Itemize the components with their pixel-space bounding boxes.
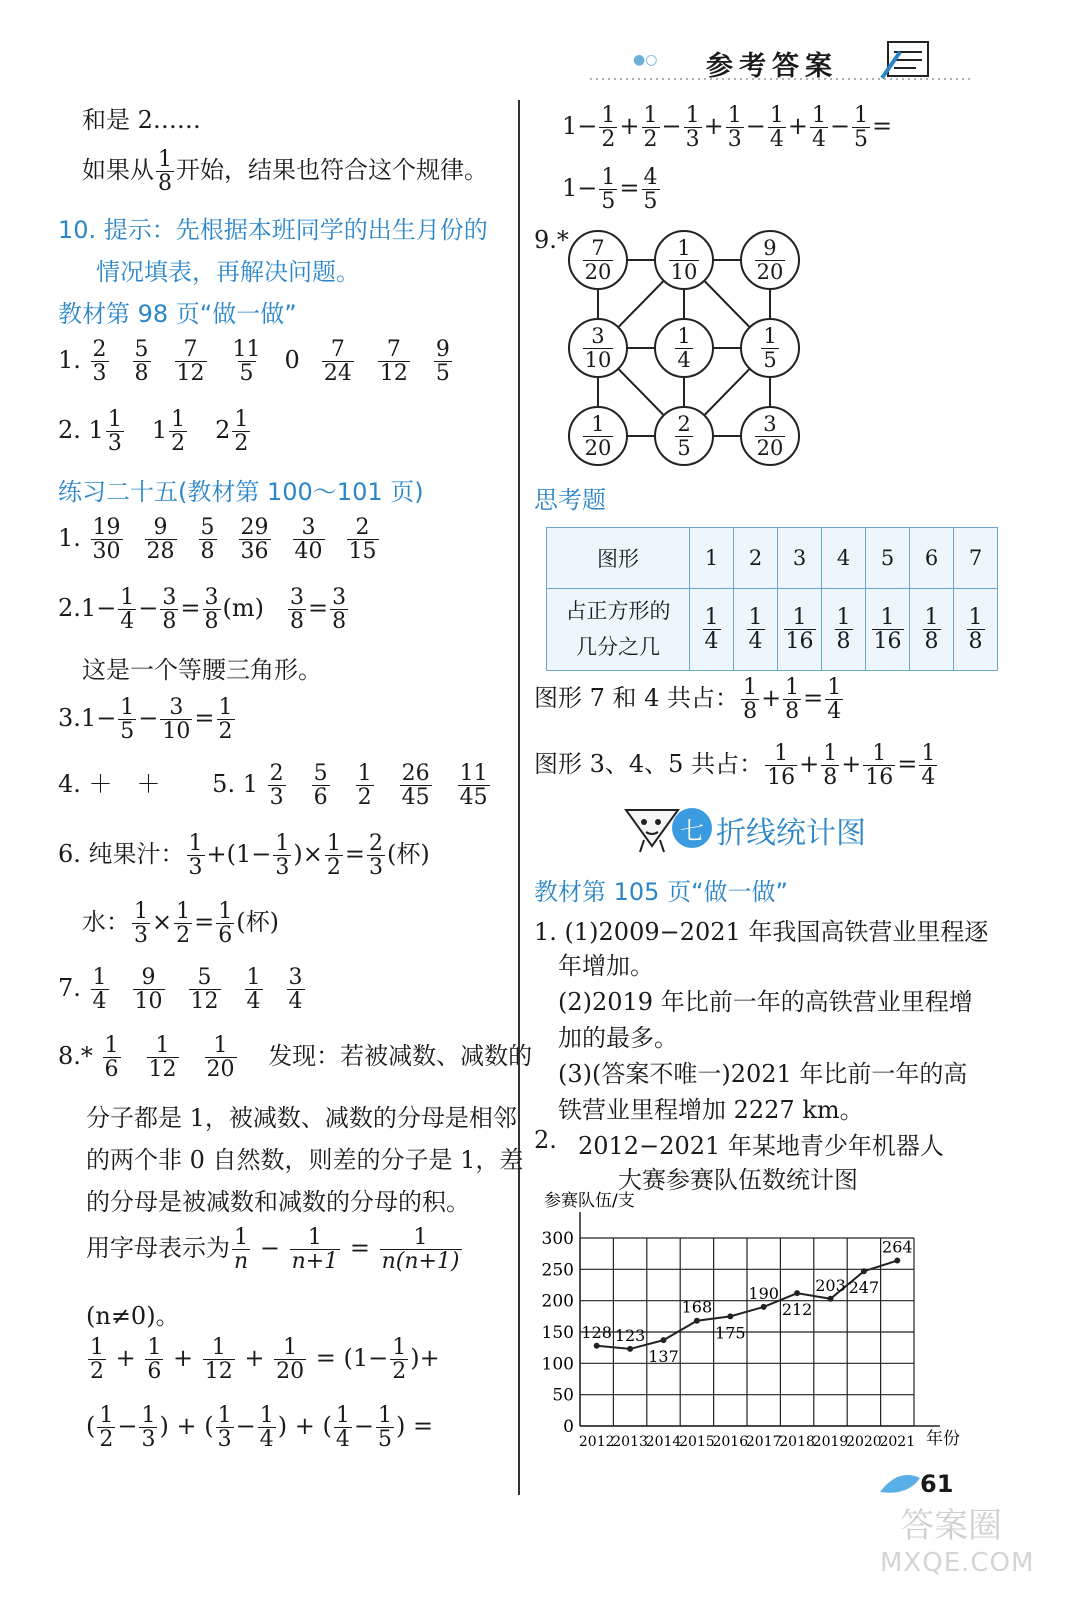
fraction: $\frac{5}{6}$ <box>313 761 328 811</box>
grid-circle <box>568 406 628 466</box>
table-col: 1 <box>690 528 734 589</box>
fraction: $\frac{1}{3}$ <box>217 1403 232 1453</box>
watermark-logo: 答案圈 <box>900 1506 1002 1546</box>
fraction: $\frac{1}{2}$ <box>357 761 372 811</box>
table-cell-fraction <box>734 589 778 671</box>
x-tick-label: 2012 <box>578 1434 615 1450</box>
x-tick-label: 2021 <box>879 1434 916 1450</box>
exercise-8-row: 8.* $\frac{1}{6}$ $\frac{1}{12}$ $\frac{1}{20}$ 发现：若被减数、减数的 <box>58 1033 533 1083</box>
fraction: $\frac{1}{20}$ <box>276 1335 305 1385</box>
fraction: $\frac{2}{3}$ <box>92 337 107 387</box>
data-point <box>894 1258 900 1264</box>
data-point <box>861 1268 867 1274</box>
exercise-6-juice: 6. 纯果汁： $\frac{1}{3}$ +(1− $\frac{1}{3}$ )× $\frac{1}{2}$ = $\frac{2}{3}$ (杯) <box>58 831 430 881</box>
table-cell-fraction <box>690 589 734 671</box>
question-9-label: 9.* <box>534 226 569 254</box>
fraction: $\frac{7}{20}$ <box>584 236 612 284</box>
fraction: $\frac{1}{4}$ <box>677 324 691 372</box>
exercise-2-row: 2.1− $\frac{1}{4}$ − $\frac{3}{8}$ = $\frac{3}{8}$ (m) $\frac{3}{8}$ = $\frac{3}{8}$ <box>58 585 347 635</box>
fraction: $\frac{5}{8}$ <box>134 337 149 387</box>
table-cell-fraction <box>866 589 910 671</box>
fraction: $\frac{7}{12}$ <box>379 337 408 387</box>
grid-circle <box>740 318 800 378</box>
exercise-8-line3: 的两个非 0 自然数，则差的分子是 1，差 <box>86 1146 524 1174</box>
header-dotted-rule <box>590 76 970 82</box>
fraction: $\frac{1}{12}$ <box>148 1033 177 1083</box>
exercise-8-line2: 分子都是 1，被减数、减数的分母是相邻 <box>86 1104 517 1132</box>
question-10-hint: 10. 提示：先根据本班同学的出生月份的 <box>58 216 488 244</box>
fraction: $\frac{1}{4}$ <box>335 1403 350 1453</box>
data-label: 123 <box>614 1325 646 1345</box>
y-tick-label: 50 <box>552 1385 574 1406</box>
fraction: $\frac{1}{2}$ <box>171 407 186 457</box>
table-cell-fraction <box>954 589 998 671</box>
answer-2-row: 2. 1 $\frac{1}{3}$ 1 $\frac{1}{2}$ 2 $\frac{1}{2}$ <box>58 407 249 457</box>
fraction: $\frac{1}{4}$ <box>769 103 784 153</box>
fraction: $\frac{9}{5}$ <box>435 337 450 387</box>
data-label: 247 <box>848 1278 880 1298</box>
data-label: 168 <box>681 1297 713 1317</box>
thinking-question-title: 思考题 <box>534 486 606 514</box>
data-label: 137 <box>648 1347 679 1367</box>
telescoping-result: 1− $\frac{1}{5}$ = $\frac{4}{5}$ <box>562 165 658 215</box>
chart-title-line1: 2012−2021 年某地青少年机器人 <box>578 1132 944 1160</box>
table-col: 4 <box>822 528 866 589</box>
table-col: 7 <box>954 528 998 589</box>
grid-circle <box>740 406 800 466</box>
data-label: 264 <box>882 1237 913 1257</box>
fraction: $\frac{1}{5}$ <box>854 103 869 153</box>
data-label: 212 <box>781 1300 813 1320</box>
chart-q1-b: 年增加。 <box>558 952 654 980</box>
chart-q1-f: 铁营业里程增加 2227 km。 <box>558 1096 864 1124</box>
exercise-1-row: 1. $\frac{19}{30}$ $\frac{9}{28}$ $\frac{5}{8}$ $\frac{29}{36}$ $\frac{3}{40}$ $\frac{2}{15}$ <box>58 515 377 565</box>
x-tick-label: 2019 <box>812 1434 849 1450</box>
fraction: $\frac{1}{2}$ <box>643 103 658 153</box>
grid-circle <box>654 406 714 466</box>
fraction: $\frac{9}{28}$ <box>146 515 175 565</box>
chapter-number-badge: 七 <box>672 808 712 848</box>
fraction: $\frac{7}{12}$ <box>176 337 205 387</box>
y-tick-label: 0 <box>563 1417 574 1437</box>
chapter-title: 折线统计图 <box>716 816 866 851</box>
fraction: $\frac{1}{3}$ <box>685 103 700 153</box>
grid-circle <box>568 230 628 290</box>
fraction: $\frac{1}{6}$ <box>147 1335 162 1385</box>
fraction: $\frac{1}{2}$ <box>234 407 249 457</box>
table-cell-fraction <box>910 589 954 671</box>
y-tick-label: 150 <box>541 1323 574 1343</box>
exercise-8-formula: 用字母表示为 $\frac{1}{n}$ − $\frac{1}{n+1}$ = $\frac{1}{n(n+1)}$ <box>86 1225 460 1275</box>
fraction: $\frac{5}{12}$ <box>190 965 219 1015</box>
fraction: $\frac{11}{45}$ <box>459 761 488 811</box>
table-col: 6 <box>910 528 954 589</box>
y-tick-label: 100 <box>541 1354 574 1375</box>
fraction: $\frac{1}{20}$ <box>584 412 612 460</box>
section-p98: 教材第 98 页“做一做” <box>58 300 297 328</box>
fraction: $\frac{2}{5}$ <box>677 412 691 460</box>
exercise-8-line4: 的分母是被减数和减数的分母的积。 <box>86 1188 470 1216</box>
table-col: 2 <box>734 528 778 589</box>
fraction: $\frac{1}{4}$ <box>92 965 107 1015</box>
fraction: $\frac{1}{6}$ <box>104 1033 119 1083</box>
fraction: $\frac{11}{5}$ <box>232 337 261 387</box>
fraction: $\frac{1}{8}$ <box>836 604 851 654</box>
fraction: $\frac{1}{4}$ <box>246 965 261 1015</box>
chart-title-line2: 大赛参赛队伍数统计图 <box>618 1166 858 1194</box>
fraction: $\frac{3}{40}$ <box>294 515 323 565</box>
exercise-2-note: 这是一个等腰三角形。 <box>82 656 322 684</box>
data-point <box>661 1337 667 1343</box>
data-point <box>627 1346 633 1352</box>
fraction: $\frac{1}{2}$ <box>99 1403 114 1453</box>
chart-q2-label: 2. <box>534 1126 557 1154</box>
data-label: 190 <box>748 1283 779 1303</box>
left-line-2: 如果从 $\frac{1}{8}$ 开始，结果也符合这个规律。 <box>82 147 488 197</box>
fraction: $\frac{1}{20}$ <box>206 1033 235 1083</box>
exercise-6-water: 水： $\frac{1}{3}$ × $\frac{1}{2}$ = $\frac{1}{6}$ (杯) <box>82 899 279 949</box>
page-number-leaf-icon <box>878 1472 922 1496</box>
fraction: $\frac{29}{36}$ <box>240 515 269 565</box>
x-tick-label: 2013 <box>612 1434 648 1450</box>
grid-circle <box>740 230 800 290</box>
exercise-8-sum-line2: ( $\frac{1}{2}$ − $\frac{1}{3}$ ) + ( $\frac{1}{3}$ − $\frac{1}{4}$ ) + ( $\frac{1}{4}$ − $\frac{1}{5}$ ) = <box>86 1403 434 1453</box>
chart-q1-d: 加的最多。 <box>558 1024 678 1052</box>
fraction: $\frac{1}{16}$ <box>785 604 814 654</box>
page-number: 61 <box>920 1470 954 1498</box>
x-tick-label: 2018 <box>779 1434 815 1450</box>
fraction: $\frac{1}{4}$ <box>811 103 826 153</box>
x-axis-label: 年份 <box>926 1429 960 1449</box>
fraction: $\frac{1}{3}$ <box>727 103 742 153</box>
y-tick-label: 300 <box>541 1229 574 1249</box>
thinking-table <box>546 527 998 671</box>
fraction: $\frac{2}{15}$ <box>348 515 377 565</box>
x-tick-label: 2016 <box>712 1434 749 1450</box>
exercise-4-5-row: 4. ＋ ＋ 5. 1 $\frac{2}{3}$ $\frac{5}{6}$ $\frac{1}{2}$ $\frac{26}{45}$ $\frac{11}{45}$ <box>58 761 488 811</box>
fraction: $\frac{1}{2}$ <box>90 1335 104 1385</box>
header-dots: ●○ <box>633 52 658 68</box>
x-tick-label: 2014 <box>645 1434 682 1450</box>
chart-q1-e: (3)(答案不唯一)2021 年比前一年的高 <box>558 1060 968 1088</box>
fraction: $\frac{1}{8}$ <box>924 604 939 654</box>
data-label: 175 <box>715 1323 746 1343</box>
column-divider <box>518 100 520 1495</box>
fraction: $\frac{7}{24}$ <box>323 337 352 387</box>
fraction: $\frac{1}{5}$ <box>763 324 777 372</box>
fraction: $\frac{9}{10}$ <box>134 965 163 1015</box>
fraction: $\frac{1}{3}$ <box>107 407 122 457</box>
x-tick-label: 2015 <box>679 1434 715 1450</box>
data-point <box>794 1290 800 1296</box>
chart-q1-c: (2)2019 年比前一年的高铁营业里程增 <box>558 988 973 1016</box>
y-tick-label: 250 <box>541 1260 574 1281</box>
exercise-7-row: 7. $\frac{1}{4}$ $\frac{9}{10}$ $\frac{5}{12}$ $\frac{1}{4}$ $\frac{3}{4}$ <box>58 965 303 1015</box>
section-exercise-25: 练习二十五(教材第 100～101 页) <box>58 478 424 506</box>
fraction: $\frac{5}{8}$ <box>200 515 215 565</box>
fraction: $\frac{3}{4}$ <box>288 965 303 1015</box>
left-line-1: 和是 2…… <box>82 106 201 134</box>
data-point <box>828 1296 834 1302</box>
fraction: $\frac{1}{5}$ <box>377 1403 392 1453</box>
table-col: 3 <box>778 528 822 589</box>
fraction: $\frac{1}{10}$ <box>670 236 698 284</box>
fraction: $\frac{3}{20}$ <box>756 412 784 460</box>
table-cell-fraction <box>778 589 822 671</box>
fraction: $\frac{26}{45}$ <box>401 761 430 811</box>
answer-1-row: 1. $\frac{2}{3}$ $\frac{5}{8}$ $\frac{7}{12}$ $\frac{11}{5}$ 0 $\frac{7}{24}$ $\frac{7}{12}$ $\frac{9}{5}$ <box>58 337 450 387</box>
table-cell-fraction <box>822 589 866 671</box>
grid-circle <box>568 318 628 378</box>
fraction: $\frac{1}{4}$ <box>259 1403 274 1453</box>
y-tick-label: 200 <box>541 1291 574 1312</box>
exercise-8-sum-line1: $\frac{1}{2}$ + $\frac{1}{6}$ + $\frac{1}{12}$ + $\frac{1}{20}$ = (1− $\frac{1}{2}$ )+ <box>90 1335 440 1385</box>
fraction: $\frac{9}{20}$ <box>756 236 784 284</box>
grid-circle <box>654 318 714 378</box>
x-tick-label: 2017 <box>745 1434 782 1450</box>
watermark-url: MXQE.COM <box>880 1548 1035 1578</box>
data-label: 128 <box>581 1322 612 1342</box>
fraction: $\frac{1}{8}$ <box>968 604 983 654</box>
telescoping-sum: 1− $\frac{1}{2}$ + $\frac{1}{2}$ − $\frac{1}{3}$ + $\frac{1}{3}$ − $\frac{1}{4}$ + $\frac{1}{4}$ − $\frac{1}{5}$ = <box>562 103 893 153</box>
shape-7-4-sum: 图形 7 和 4 共占： $\frac{1}{8}$ + $\frac{1}{8}$ = $\frac{1}{4}$ <box>534 675 842 725</box>
fraction: $\frac{1}{2}$ <box>601 103 616 153</box>
x-tick-label: 2020 <box>846 1434 882 1450</box>
data-label: 203 <box>815 1275 846 1295</box>
header-title: 参考答案 <box>706 51 838 82</box>
line-chart <box>534 1190 974 1460</box>
y-axis-label: 参赛队伍/支 <box>544 1191 635 1211</box>
data-point <box>694 1318 700 1324</box>
fraction: $\frac{1}{4}$ <box>704 604 719 654</box>
data-point <box>727 1313 733 1319</box>
table-col: 5 <box>866 528 910 589</box>
table-header-shape: 图形 <box>547 528 690 589</box>
fraction: $\frac{1}{4}$ <box>748 604 763 654</box>
question-10-hint-cont: 情况填表，再解决问题。 <box>96 258 360 286</box>
fraction: $\frac{19}{30}$ <box>92 515 121 565</box>
exercise-8-condition: (n≠0)。 <box>86 1302 180 1330</box>
section-p105: 教材第 105 页“做一做” <box>534 878 788 906</box>
fraction: $\frac{1}{3}$ <box>141 1403 156 1453</box>
fraction: $\frac{3}{10}$ <box>584 324 612 372</box>
fraction: $\frac{1}{16}$ <box>873 604 902 654</box>
fraction: $\frac{1}{12}$ <box>204 1335 233 1385</box>
grid-circle <box>654 230 714 290</box>
shape-3-4-5-sum: 图形 3、4、5 共占： $\frac{1}{16}$ + $\frac{1}{8}$ + $\frac{1}{16}$ = $\frac{1}{4}$ <box>534 741 936 791</box>
fraction: $\frac{2}{3}$ <box>269 761 284 811</box>
chart-q1-a: 1. (1)2009−2021 年我国高铁营业里程逐 <box>534 918 989 946</box>
exercise-3-row: 3.1− $\frac{1}{5}$ − $\frac{3}{10}$ = $\frac{1}{2}$ <box>58 695 233 745</box>
data-point <box>594 1343 600 1349</box>
data-point <box>761 1304 767 1310</box>
table-header-fraction: 占正方形的 几分之几 <box>547 589 690 671</box>
